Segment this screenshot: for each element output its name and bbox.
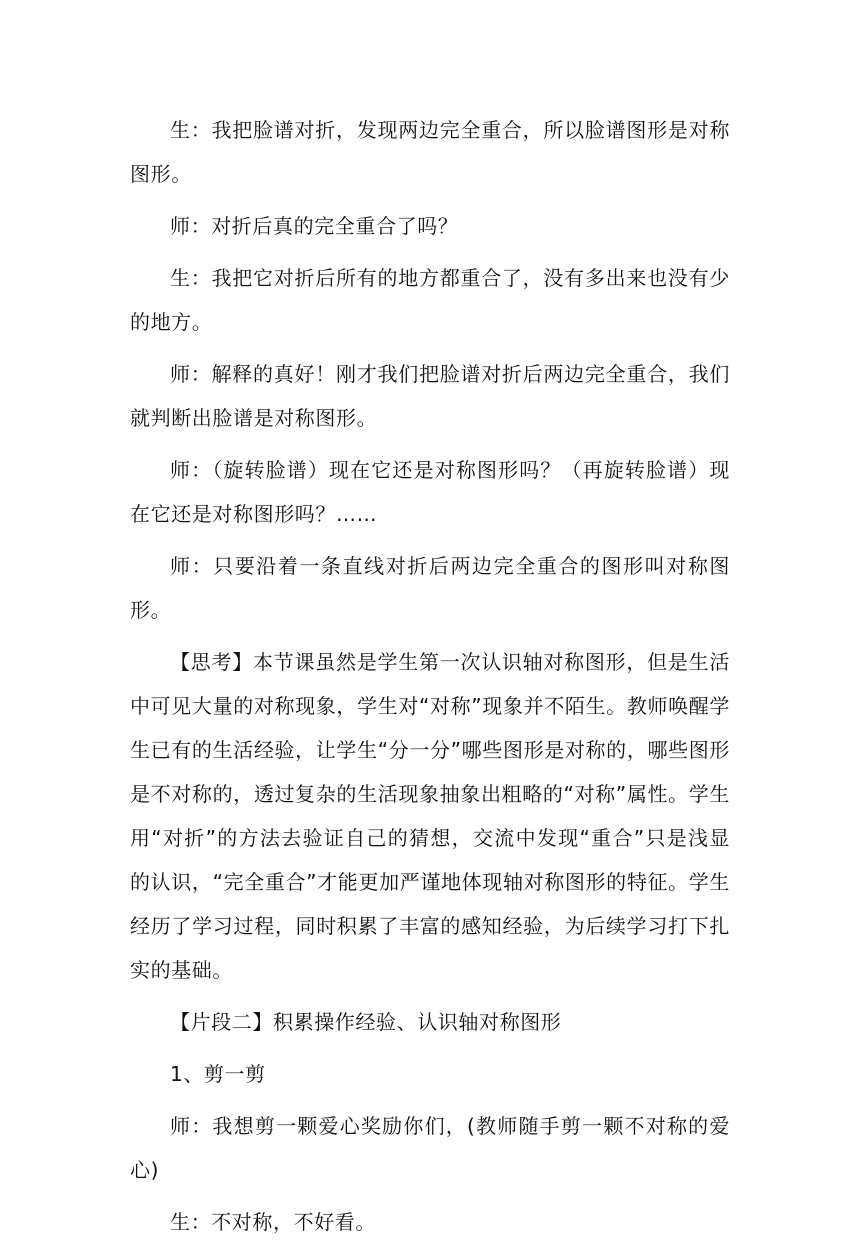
paragraph-teacher-cut-heart: 师：我想剪一颗爱心奖励你们，(教师随手剪一颗不对称的爱心)	[130, 1114, 730, 1182]
paragraph-reflection: 【思考】本节课虽然是学生第一次认识轴对称图形，但是生活中可见大量的对称现象，学生对“对称”现象并不陌生。教师唤醒学生已有的生活经验，让学生“分一分”哪些图形是对称的，哪些图形是不对称的，透过复杂的生活现象抽象出粗略的“对称”属性。学生用“对折”的方法去验证自己的猜想，交流中发现“重合”只是浅显的认识，“完全重合”才能更加严谨地体现轴对称图形的特征。学生经历了学习过程，同时积累了丰富的感知经验，为后续学习打下扎实的基础。	[130, 650, 730, 982]
paragraph-student-not-symmetric: 生：不对称，不好看。	[170, 1210, 376, 1234]
paragraph-teacher-rotate: 师：（旋转脸谱）现在它还是对称图形吗？（再旋转脸谱）现在它还是对称图形吗？……	[130, 458, 730, 526]
section-heading-segment-two: 【片段二】积累操作经验、认识轴对称图形	[170, 1010, 562, 1034]
paragraph-teacher-definition: 师：只要沿着一条直线对折后两边完全重合的图形叫对称图形。	[130, 554, 730, 622]
paragraph-teacher-praise: 师：解释的真好！刚才我们把脸谱对折后两边完全重合，我们就判断出脸谱是对称图形。	[130, 362, 730, 430]
paragraph-student-fold-face: 生：我把脸谱对折，发现两边完全重合，所以脸谱图形是对称图形。	[130, 118, 730, 186]
document-body	[130, 108, 730, 1252]
paragraph-teacher-question-overlap: 师：对折后真的完全重合了吗？	[170, 214, 459, 238]
paragraph-student-all-overlap: 生：我把它对折后所有的地方都重合了，没有多出来也没有少的地方。	[130, 266, 730, 334]
subheading-cut: 1、剪一剪	[170, 1062, 266, 1086]
